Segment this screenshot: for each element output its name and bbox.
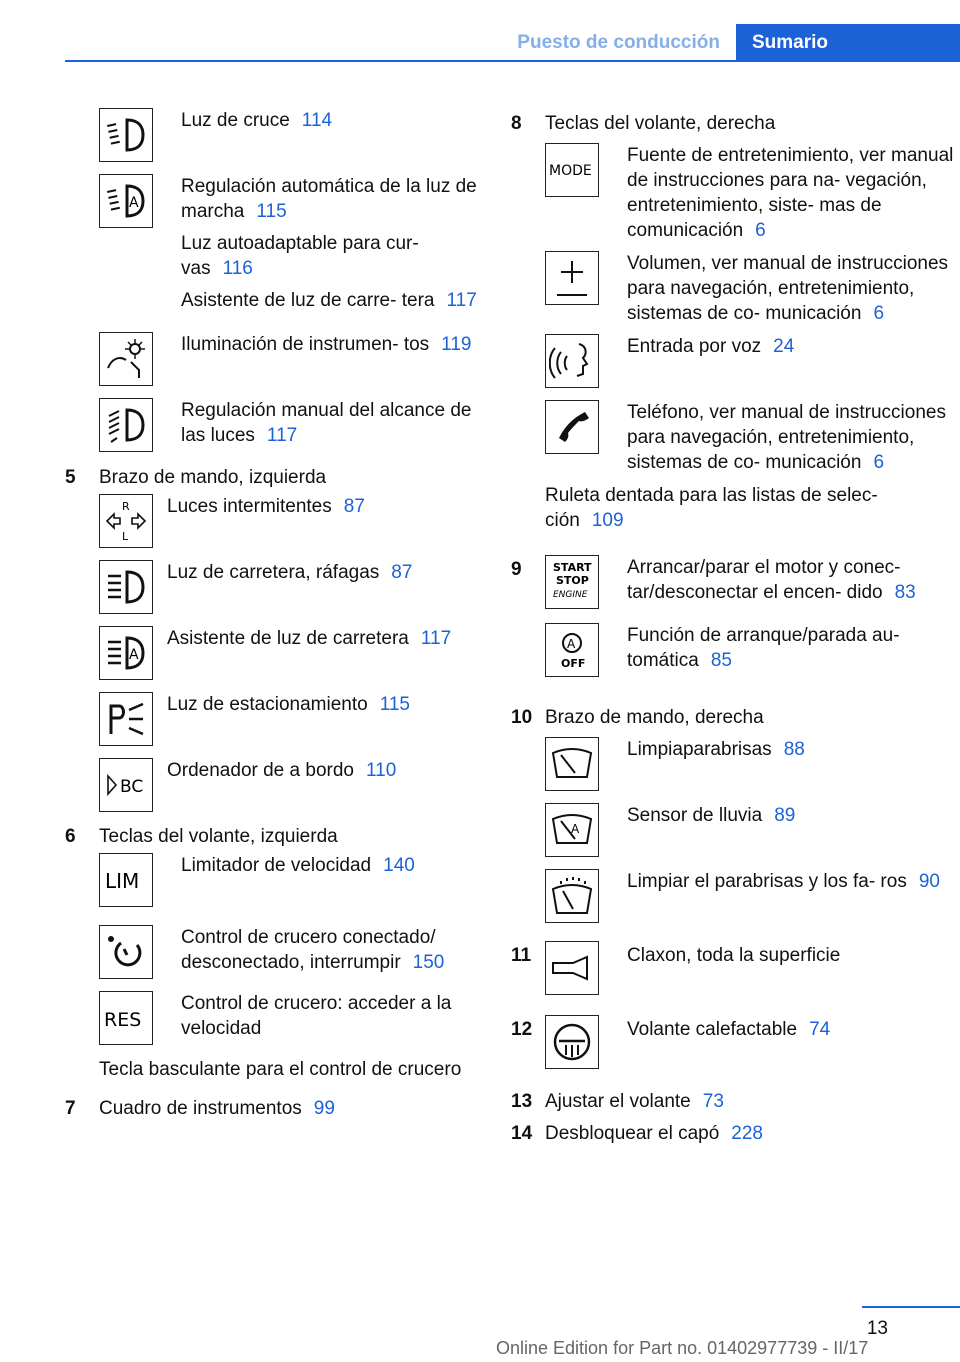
page-link[interactable]: 115 bbox=[256, 201, 287, 222]
item-text: Ordenador de a bordo bbox=[167, 760, 354, 781]
list-item bbox=[545, 730, 960, 791]
voice-input-icon bbox=[545, 334, 599, 388]
item-text: Entrada por voz bbox=[627, 336, 762, 357]
section-block bbox=[511, 1015, 960, 1069]
section-number: 6 bbox=[65, 826, 76, 847]
page-link[interactable]: 116 bbox=[222, 258, 253, 279]
list-item bbox=[545, 857, 960, 923]
auto-start-off-icon bbox=[545, 623, 599, 677]
page-link[interactable]: 90 bbox=[918, 871, 940, 892]
page-link[interactable]: 140 bbox=[383, 855, 415, 876]
item-text: Luz de carretera, ráfagas bbox=[167, 562, 380, 583]
mode-icon bbox=[545, 143, 599, 197]
section-heading bbox=[511, 111, 960, 136]
note-text: Tecla basculante para el control de crucero bbox=[99, 1059, 462, 1080]
list-item bbox=[99, 162, 490, 320]
page-link[interactable]: 87 bbox=[391, 562, 413, 583]
low-beam-icon bbox=[99, 108, 153, 162]
auto-headlight-icon bbox=[99, 174, 153, 228]
rain-sensor-icon bbox=[545, 803, 599, 857]
page-link[interactable]: 228 bbox=[731, 1123, 763, 1144]
page-link[interactable]: 87 bbox=[343, 496, 365, 517]
instrument-light-icon bbox=[99, 332, 153, 386]
page-link[interactable]: 83 bbox=[894, 582, 916, 603]
section-title: Ajustar el volante bbox=[545, 1091, 691, 1112]
page-link[interactable]: 117 bbox=[266, 425, 298, 446]
item-text: Regulación manual del alcance de las luces bbox=[181, 400, 472, 446]
page-link[interactable]: 6 bbox=[873, 303, 885, 324]
start-stop-icon bbox=[545, 555, 599, 609]
section-title: Cuadro de instrumentos bbox=[99, 1098, 302, 1119]
section-number: 12 bbox=[511, 1019, 533, 1040]
item-text: Arrancar/parar el motor y conec- tar/desconectar el encen- dido bbox=[627, 557, 901, 603]
horn-icon bbox=[545, 941, 599, 995]
svg-text:A: A bbox=[567, 637, 576, 651]
svg-text:R: R bbox=[122, 500, 130, 513]
section-heading bbox=[511, 1121, 960, 1146]
list-item bbox=[99, 849, 490, 907]
svg-text:START: START bbox=[553, 561, 592, 574]
page-header bbox=[501, 24, 960, 61]
page-link[interactable]: 109 bbox=[591, 510, 624, 531]
item-text: Luz de cruce bbox=[181, 110, 290, 131]
page-link[interactable]: 24 bbox=[773, 336, 795, 357]
page-link[interactable]: 89 bbox=[774, 805, 796, 826]
lim-icon bbox=[99, 853, 153, 907]
wiper-icon bbox=[545, 737, 599, 791]
list-item bbox=[99, 746, 490, 812]
turn-signal-icon bbox=[99, 494, 153, 548]
edition-footer: Online Edition for Part no. 01402977739 - II/17 bbox=[496, 1338, 869, 1358]
page-link[interactable]: 74 bbox=[809, 1019, 831, 1040]
list-item bbox=[99, 979, 490, 1045]
list-item bbox=[99, 320, 490, 386]
section-title: Brazo de mando, izquierda bbox=[99, 467, 327, 488]
high-beam-assist-icon bbox=[99, 626, 153, 680]
list-item bbox=[545, 136, 960, 243]
page-link[interactable]: 85 bbox=[710, 650, 732, 671]
list-item bbox=[99, 614, 490, 680]
list-item bbox=[545, 326, 960, 388]
item-text: Limpiaparabrisas bbox=[627, 739, 772, 760]
section-number: 9 bbox=[511, 559, 522, 580]
item-text: Teléfono, ver manual de instrucciones para navegación, entretenimiento, sistemas de co- municación bbox=[627, 402, 946, 473]
list-item bbox=[545, 543, 960, 609]
volume-icon bbox=[545, 251, 599, 305]
list-item bbox=[99, 96, 490, 162]
heated-steering-icon bbox=[545, 1015, 599, 1069]
section-heading bbox=[65, 465, 490, 490]
svg-text:BC: BC bbox=[120, 777, 144, 797]
res-icon bbox=[99, 991, 153, 1045]
page-link[interactable]: 114 bbox=[301, 110, 333, 131]
section-title: Brazo de mando, derecha bbox=[545, 707, 764, 728]
section-number: 14 bbox=[511, 1123, 533, 1144]
section-block bbox=[511, 543, 960, 677]
section-title: Teclas del volante, izquierda bbox=[99, 826, 338, 847]
list-item bbox=[99, 907, 490, 979]
item-text: Claxon, toda la superficie bbox=[627, 945, 841, 966]
list-item bbox=[99, 386, 490, 455]
section-heading bbox=[511, 705, 960, 730]
item-text: Asistente de luz de carre- tera bbox=[181, 290, 435, 311]
item-text: Regulación automática de la luz de marcha bbox=[181, 176, 477, 222]
right-column bbox=[511, 100, 960, 1146]
header-rule bbox=[65, 60, 960, 62]
cruise-control-icon bbox=[99, 925, 153, 979]
svg-text:RES: RES bbox=[104, 1009, 142, 1031]
list-item bbox=[545, 791, 960, 857]
svg-text:A: A bbox=[129, 195, 139, 211]
list-item bbox=[545, 388, 960, 475]
page-link[interactable]: 88 bbox=[783, 739, 805, 760]
item-text: Volumen, ver manual de instrucciones para navegación, entretenimiento, sistemas de co- municación bbox=[627, 253, 949, 324]
active-tab[interactable]: Sumario bbox=[736, 24, 960, 61]
headlight-range-icon bbox=[99, 398, 153, 452]
page-link[interactable]: 117 bbox=[420, 628, 452, 649]
list-item bbox=[99, 490, 490, 548]
section-title: Desbloquear el capó bbox=[545, 1123, 720, 1144]
high-beam-icon bbox=[99, 560, 153, 614]
list-item bbox=[545, 243, 960, 326]
page-link[interactable]: 73 bbox=[702, 1091, 724, 1112]
parking-light-icon bbox=[99, 692, 153, 746]
svg-text:ENGINE: ENGINE bbox=[553, 590, 588, 600]
section-heading bbox=[511, 1089, 960, 1114]
section-number: 5 bbox=[65, 467, 76, 488]
section-number: 11 bbox=[511, 945, 532, 966]
phone-icon bbox=[545, 400, 599, 454]
item-text: Función de arranque/parada au- tomática bbox=[627, 625, 900, 671]
section-block bbox=[511, 941, 960, 995]
section-number: 7 bbox=[65, 1098, 76, 1119]
svg-text:L: L bbox=[122, 530, 129, 543]
svg-text:LIM: LIM bbox=[105, 869, 140, 893]
item-text: Sensor de lluvia bbox=[627, 805, 763, 826]
svg-text:STOP: STOP bbox=[556, 574, 589, 587]
left-column bbox=[65, 100, 490, 1121]
page-link[interactable]: 99 bbox=[313, 1098, 335, 1119]
item-text: Limitador de velocidad bbox=[181, 855, 372, 876]
section-title: Teclas del volante, derecha bbox=[545, 113, 776, 134]
item-text: Luz de estacionamiento bbox=[167, 694, 368, 715]
item-text: Luz autoadaptable para cur- vas bbox=[181, 233, 419, 279]
list-item bbox=[99, 548, 490, 614]
page-link[interactable]: 6 bbox=[873, 452, 885, 473]
onboard-computer-icon bbox=[99, 758, 153, 812]
item-text: Asistente de luz de carretera bbox=[167, 628, 409, 649]
svg-text:A: A bbox=[571, 822, 580, 836]
page-link[interactable]: 6 bbox=[755, 220, 766, 241]
section-heading bbox=[65, 1096, 490, 1121]
page-link[interactable]: 110 bbox=[365, 760, 397, 781]
page-link[interactable]: 115 bbox=[379, 694, 410, 715]
svg-text:A: A bbox=[129, 647, 139, 663]
list-item bbox=[545, 609, 960, 677]
item-text: Iluminación de instrumen- tos bbox=[181, 334, 430, 355]
washer-icon bbox=[545, 869, 599, 923]
list-item bbox=[99, 680, 490, 746]
item-text: Volante calefactable bbox=[627, 1019, 798, 1040]
page-link[interactable]: 119 bbox=[441, 334, 472, 355]
item-text: Luces intermitentes bbox=[167, 496, 332, 517]
footer-rule bbox=[862, 1306, 960, 1308]
section-title[interactable]: Puesto de conducción bbox=[501, 24, 736, 61]
page-link[interactable]: 150 bbox=[412, 952, 445, 973]
section-heading bbox=[65, 824, 490, 849]
svg-text:OFF: OFF bbox=[561, 657, 586, 670]
item-text: Control de crucero: acceder a la velocidad bbox=[181, 993, 452, 1039]
page-number: 13 bbox=[866, 1318, 888, 1339]
section-number: 10 bbox=[511, 707, 533, 728]
note-text: Ruleta dentada para las listas de selec- ción 109 bbox=[545, 485, 878, 531]
item-text: Fuente de entretenimiento, ver manual de instrucciones para na- vegación, entretenimiento, siste- mas de comunicación bbox=[627, 145, 954, 241]
section-number: 8 bbox=[511, 113, 522, 134]
page-link[interactable]: 117 bbox=[446, 290, 477, 311]
item-text: Control de crucero conectado/ desconectado, interrumpir bbox=[181, 927, 436, 973]
section-number: 13 bbox=[511, 1091, 533, 1112]
svg-text:MODE: MODE bbox=[549, 163, 592, 179]
item-text: Limpiar el parabrisas y los fa- ros bbox=[627, 871, 907, 892]
